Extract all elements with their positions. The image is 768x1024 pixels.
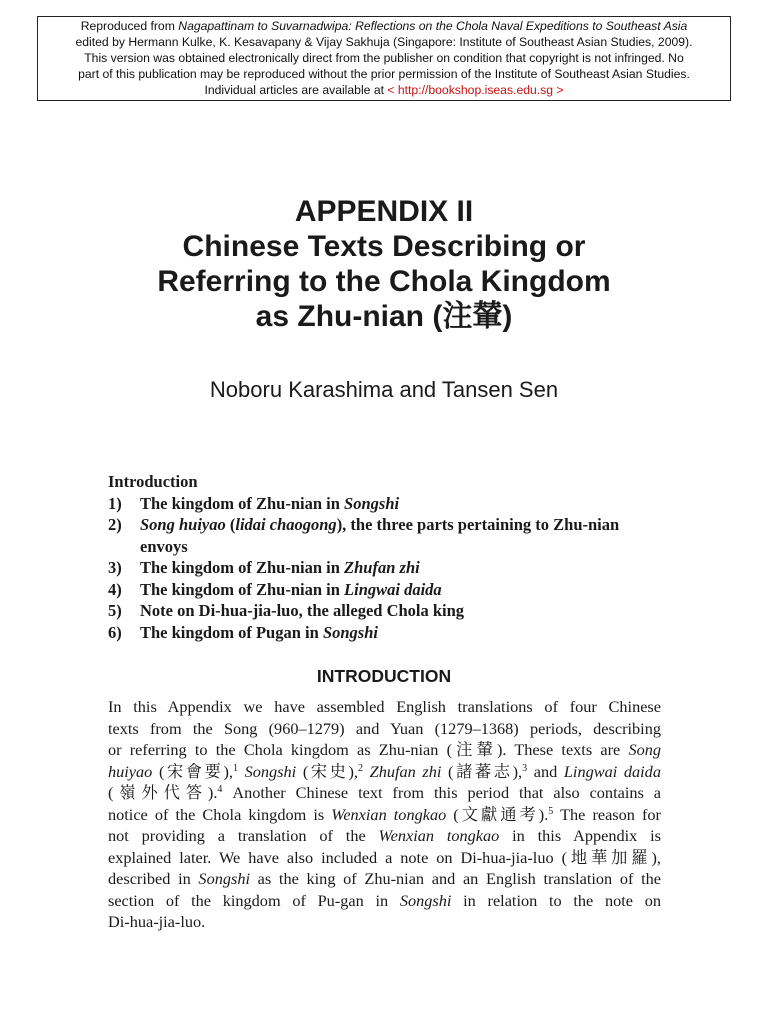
notice-line-5: Individual articles are available at < http://bookshop.iseas.edu.sg > xyxy=(204,83,564,97)
copyright-notice xyxy=(37,16,731,101)
section-heading: INTRODUCTION xyxy=(316,666,452,686)
notice-line-3: This version was obtained electronically direct from the publisher on condition that copyright is not infringed. No xyxy=(84,51,684,65)
para-line: huiyao (宋會要),$^1$ Songshi (宋史),$^2$ Zhufan zhi (諸蕃志),$^3$ and Lingwai daida xyxy=(108,761,661,781)
toc-item-2: 2) Song huiyao (lidai chaogong), the three parts pertaining to Zhu-nian envoys xyxy=(108,515,620,556)
footnote-ref: 3 xyxy=(522,762,528,774)
footnote-ref: 1 xyxy=(232,762,238,774)
title-line-3: Referring to the Chola Kingdom xyxy=(157,265,611,298)
para-line: explained later. We have also included a note on Di-hua-jia-luo (地華加羅), xyxy=(108,847,661,867)
toc-item-4: 4) The kingdom of Zhu-nian in Lingwai daida xyxy=(108,579,442,599)
table-of-contents xyxy=(108,471,668,643)
notice-line-2: edited by Hermann Kulke, K. Kesavapany & Vijay Sakhuja (Singapore: Institute of Southeast Asian Studies, 2009). xyxy=(75,35,693,49)
title-line-1: APPENDIX II xyxy=(294,195,474,228)
title-line-2: Chinese Texts Describing or xyxy=(182,230,586,263)
para-line: or referring to the Chola kingdom as Zhu-nian (注輦). These texts are Song xyxy=(108,740,661,759)
toc-item-3: 3) The kingdom of Zhu-nian in Zhufan zhi xyxy=(108,558,420,577)
authors: Noboru Karashima and Tansen Sen xyxy=(209,377,559,402)
appendix-title xyxy=(0,194,768,334)
footnote-ref: 2 xyxy=(358,762,363,774)
introduction-paragraph xyxy=(108,696,661,933)
toc-item-1: 1) The kingdom of Zhu-nian in Songshi xyxy=(108,493,400,513)
toc-item-6: 6) The kingdom of Pugan in Songshi xyxy=(108,622,378,642)
bookshop-link[interactable]: < http://bookshop.iseas.edu.sg > xyxy=(387,83,564,97)
footnote-ref: 5 xyxy=(548,805,554,817)
footnote-ref: 4 xyxy=(217,784,223,795)
para-line: texts from the Song (960–1279) and Yuan (1279–1368) periods, describing xyxy=(108,718,661,738)
title-line-4: as Zhu-nian (注輦) xyxy=(255,300,513,333)
book-title: Nagapattinam to Suvarnadwipa: Reflections on the Chola Naval Expeditions to Southeast Asia xyxy=(178,19,688,33)
notice-line-4: part of this publication may be reproduced without the prior permission of the Institute of Southeast Asian Studies. xyxy=(78,67,690,81)
para-line: notice of the Chola kingdom is Wenxian tongkao (文獻通考).$^5$ The reason for xyxy=(108,804,661,824)
para-line: not providing a translation of the Wenxian tongkao in this Appendix is xyxy=(108,826,661,845)
para-line: section of the kingdom of Pu-gan in Songshi in relation to the note on xyxy=(108,890,661,910)
toc-introduction: Introduction xyxy=(108,472,198,491)
notice-line-1: Reproduced from Nagapattinam to Suvarnadwipa: Reflections on the Chola Naval Expeditions to Southeast Asia xyxy=(80,19,688,33)
para-line: (嶺外代答).$^4$ Another Chinese text from this period that also contains a xyxy=(108,783,661,802)
para-line: Di-hua-jia-luo. xyxy=(108,912,206,931)
para-line: In this Appendix we have assembled English translations of four Chinese xyxy=(108,697,661,716)
para-line: described in Songshi as the king of Zhu-nian and an English translation of the xyxy=(108,869,661,888)
toc-item-5: 5) Note on Di-hua-jia-luo, the alleged Chola king xyxy=(108,601,465,620)
